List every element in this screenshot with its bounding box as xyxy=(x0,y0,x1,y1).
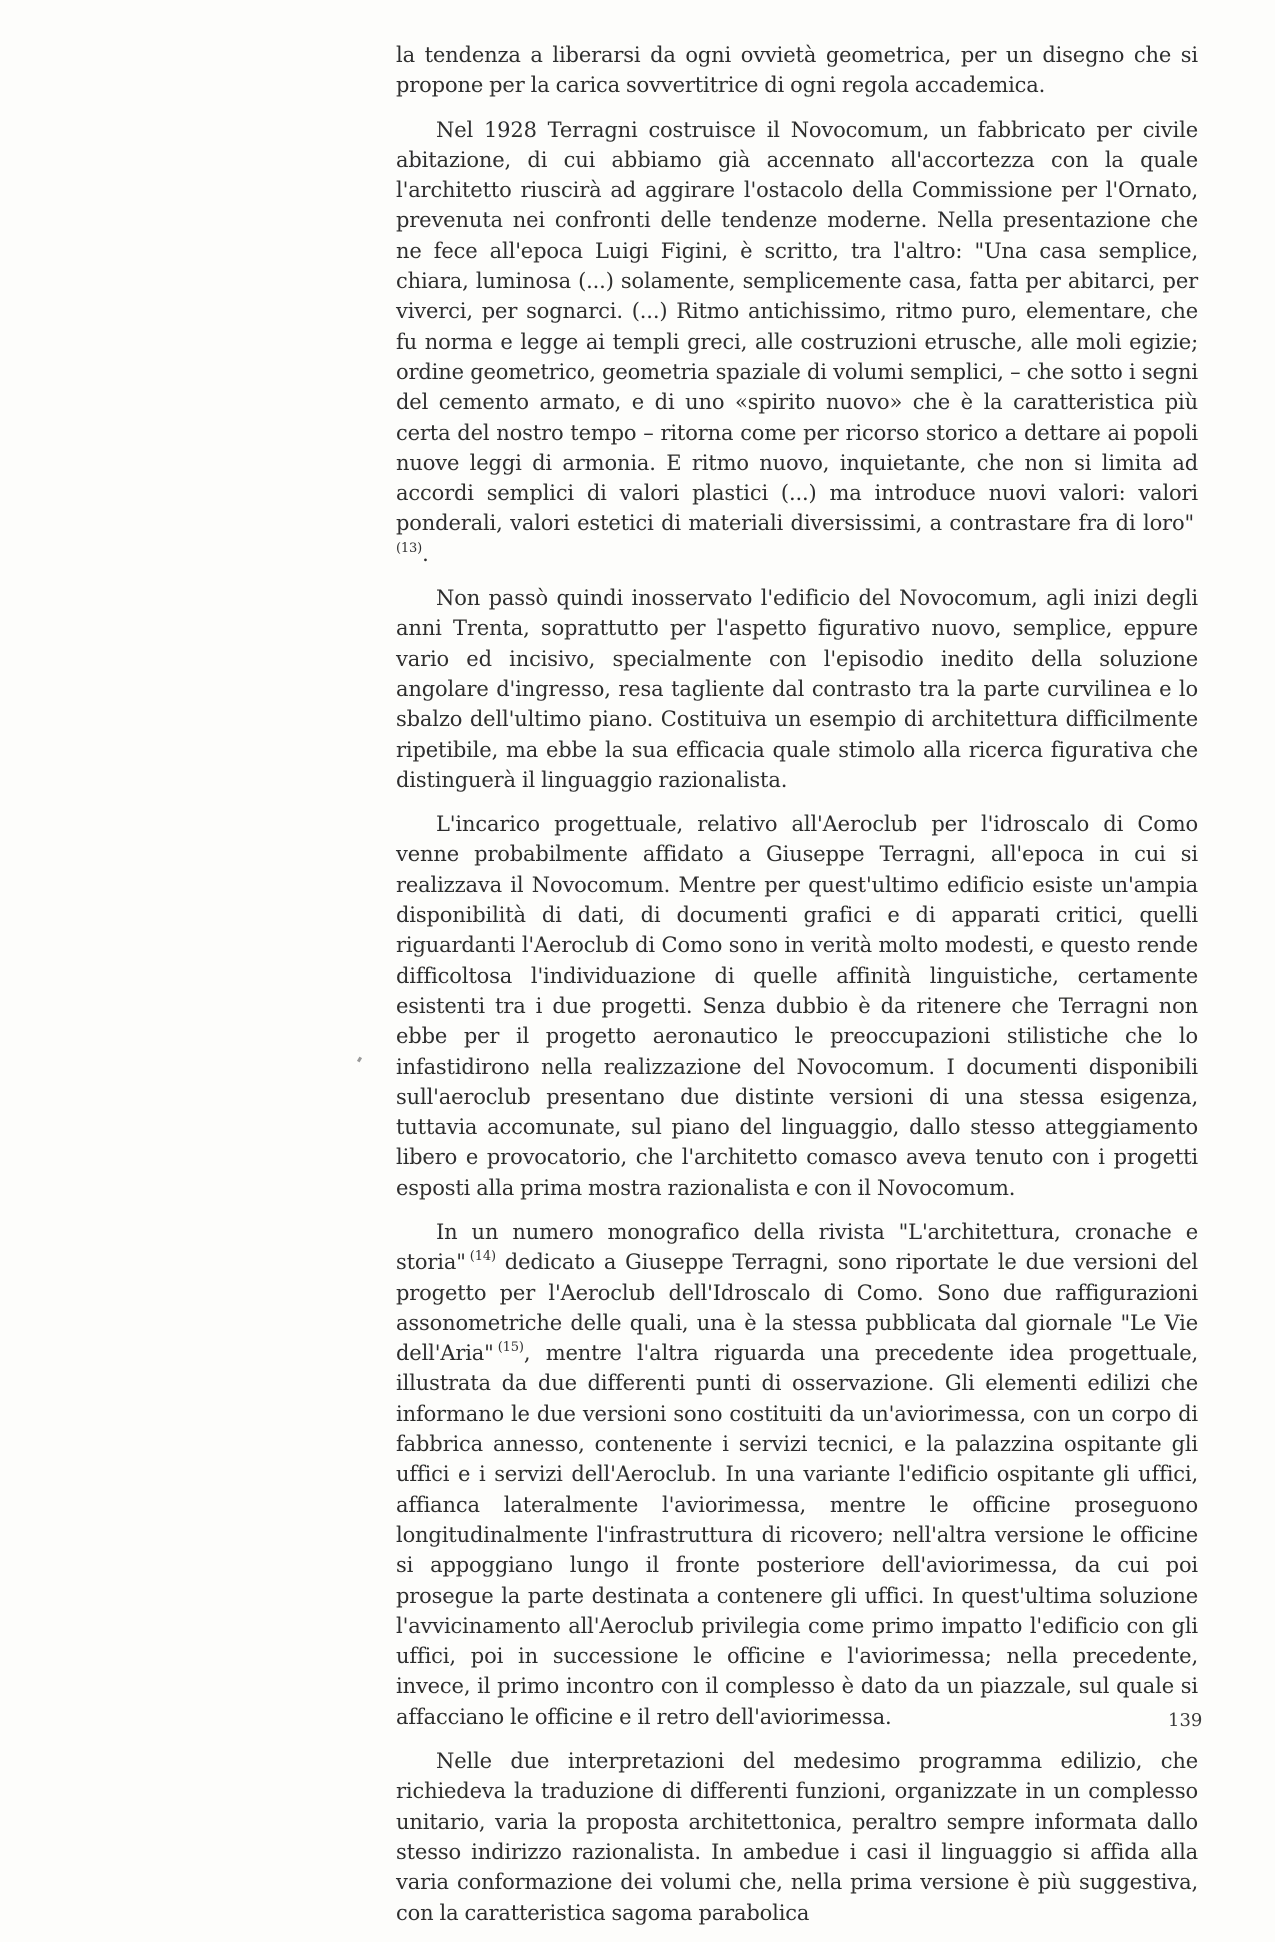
paragraph-text: Nelle due interpretazioni del medesimo programma edilizio, che richiedeva la traduzione di differenti funzioni, organizzate in un complesso unitario, varia la proposta architettonica, peraltro sempre informata dallo stesso indirizzo razionalista. In ambedue i casi il linguaggio si affida alla varia conformazione dei volumi che, nella prima versione è più suggestiva, con la caratteristica sagoma parabolica xyxy=(396,1749,1198,1925)
paragraph-text: L'incarico progettuale, relativo all'Aeroclub per l'idroscalo di Como venne probabilmente affidato a Giuseppe Terragni, all'epoca in cui si realizzava il Novocomum. Mentre per quest'ultimo edificio esiste un'ampia disponibilità di dati, di documenti grafici e di apparati critici, quelli riguardanti l'Aeroclub di Como sono in verità molto modesti, e questo rende difficoltosa l'individuazione di quelle affinità linguistiche, certamente esistenti tra i due progetti. Senza dubbio è da ritenere che Terragni non ebbe per il progetto aeronautico le preoccupazioni stilistiche che lo infastidirono nella realizzazione del Novocomum. I documenti disponibili sull'aeroclub presentano due distinte versioni di una stessa esigenza, tuttavia accomunate, sul piano del linguaggio, dallo stesso atteggiamento libero e provocatorio, che l'architetto comasco aveva tenuto con i progetti esposti alla prima mostra razionalista e con il Novocomum. xyxy=(396,812,1198,1200)
text-column xyxy=(396,40,1198,1942)
scan-speck xyxy=(357,1057,362,1063)
paragraph-text: Nel 1928 Terragni costruisce il Novocomum, un fabbricato per civile abitazione, di cui abbiamo già accennato all'accortezza con la quale l'architetto riuscirà ad aggirare l'ostacolo della Commissione per l'Ornato, prevenuta nei confronti delle tendenze moderne. Nella presentazione che ne fece all'epoca Luigi Figini, è scritto, tra l'altro: "Una casa semplice, chiara, luminosa (...) solamente, semplicemente casa, fatta per abitarci, per viverci, per sognarci. (...) Ritmo antichissimo, ritmo puro, elementare, che fu norma e legge ai templi greci, alle costruzioni etrusche, alle moli egizie; ordine geometrico, geometria spaziale di volumi semplici, – che sotto i segni del cemento armato, e di uno «spirito nuovo» che è la caratteristica più certa del nostro tempo – ritorna come per ricorso storico a dettare ai popoli nuove leggi di armonia. E ritmo nuovo, inquietante, che non si limita ad accordi semplici di valori plastici (...) ma introduce nuovi valori: valori ponderali, valori estetici di materiali diversissimi, a contrastare fra di loro" xyxy=(396,117,1198,536)
paragraph-text: , mentre l'altra riguarda una precedente idea progettuale, illustrata da due differenti punti di osservazione. Gli elementi edilizi che informano le due versioni sono costituiti da un'aviorimessa, con un corpo di fabbrica annesso, contenente i servizi tecnici, e la palazzina ospitante gli uffici e i servizi dell'Aeroclub. In una variante l'edificio ospitante gli uffici, affianca lateralmente l'aviorimessa, mentre le officine proseguono longitudinalmente l'infrastruttura di ricovero; nell'altra versione le officine si appoggiano lungo il fronte posteriore dell'aviorimessa, da cui poi prosegue la parte destinata a contenere gli uffici. In quest'ultima soluzione l'avvicinamento all'Aeroclub privilegia come primo impatto l'edificio con gli uffici, poi in successione le officine e l'aviorimessa; nella precedente, invece, il primo incontro con il complesso è dato da un piazzale, sul quale si affacciano le officine e il retro dell'aviorimessa. xyxy=(396,1341,1198,1729)
paragraph-text: Non passò quindi inosservato l'edificio del Novocomum, agli inizi degli anni Trenta, soprattutto per l'aspetto figurativo nuovo, semplice, eppure vario ed incisivo, specialmente con l'episodio inedito della soluzione angolare d'ingresso, resa tagliente dal contrasto tra la parte curvilinea e lo sbalzo dell'ultimo piano. Costituiva un esempio di architettura difficilmente ripetibile, ma ebbe la sua efficacia quale stimolo alla ricerca figurativa che distinguerà il linguaggio razionalista. xyxy=(396,586,1198,792)
footnote-ref-14: (14) xyxy=(469,1249,496,1265)
paragraph-text: la tendenza a liberarsi da ogni ovvietà geometrica, per un disegno che si propone per la carica sovvertitrice di ogni regola accademica. xyxy=(396,43,1198,98)
paragraph-novocomum xyxy=(396,115,1198,569)
paragraph-text: dedicato a Giuseppe Terragni, sono riportate le due versioni del progetto per l'Aeroclub dell'Idroscalo di Como. Sono due raffigurazioni assonometriche delle quali, una è la stessa pubblicata dal giornale "Le Vie dell'Aria" xyxy=(396,1250,1198,1366)
paragraph-monografico xyxy=(396,1217,1198,1732)
paragraph-text: In un numero monografico della rivista "L'architettura, cronache e storia" xyxy=(396,1219,1198,1275)
paragraph-continuation xyxy=(396,40,1198,101)
paragraph-tail: . xyxy=(422,541,429,566)
paragraph-interpretazioni xyxy=(396,1746,1198,1928)
paragraph-incarico xyxy=(396,809,1198,1203)
footnote-ref-13: (13) xyxy=(396,540,423,556)
paragraph-inosservato xyxy=(396,583,1198,795)
page-number: 139 xyxy=(1168,1710,1203,1731)
footnote-ref-15: (15) xyxy=(497,1340,524,1356)
